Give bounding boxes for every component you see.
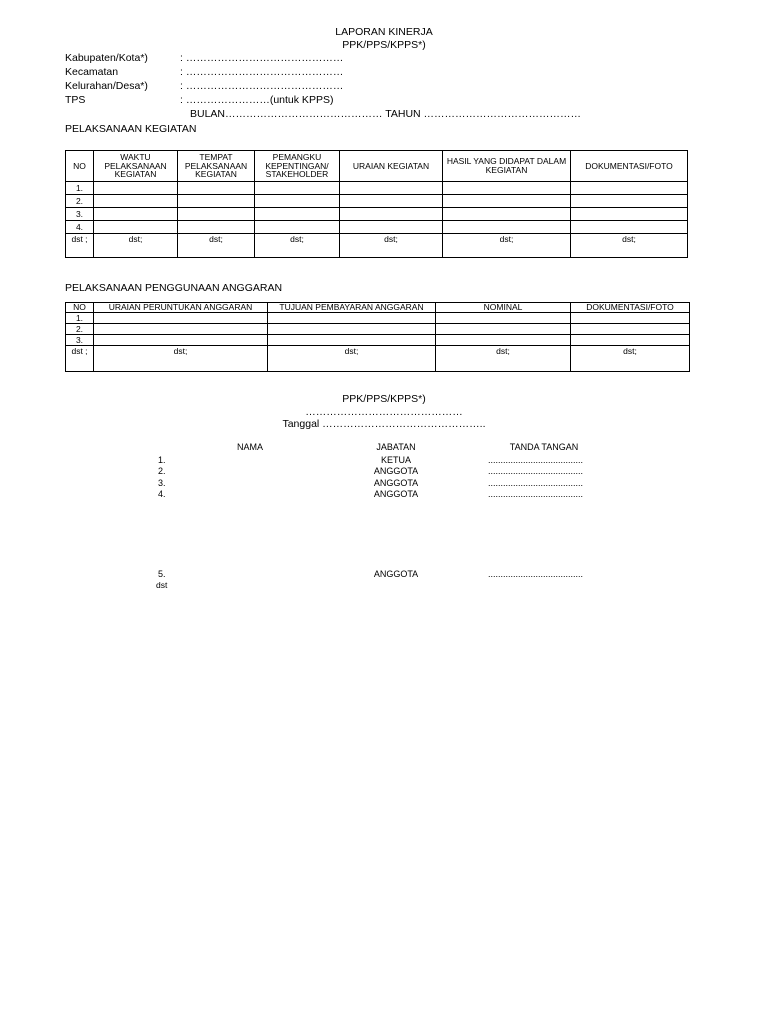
kegiatan-table xyxy=(65,150,688,258)
table-cell[interactable] xyxy=(268,335,436,346)
col-header-tempat: TEMPAT PELAKSANAAN KEGIATAN xyxy=(178,151,255,182)
table-cell[interactable]: dst; xyxy=(436,346,571,372)
table-cell[interactable] xyxy=(443,195,571,208)
table-cell[interactable] xyxy=(571,313,690,324)
member-number: 1. xyxy=(158,455,166,465)
member-signature-line[interactable]: ...................................... xyxy=(488,466,584,476)
member-signature-line[interactable]: ...................................... xyxy=(488,478,584,488)
table-cell[interactable] xyxy=(571,324,690,335)
table-cell[interactable] xyxy=(178,195,255,208)
table-cell[interactable] xyxy=(340,221,443,234)
member-number: 5. xyxy=(158,569,166,579)
table-row xyxy=(66,335,690,346)
table-cell[interactable]: dst; xyxy=(178,234,255,258)
table-cell[interactable]: dst; xyxy=(94,346,268,372)
col-header-nominal: NOMINAL xyxy=(436,303,571,313)
col-header-uraian-peruntukan: URAIAN PERUNTUKAN ANGGARAN xyxy=(94,303,268,313)
col-header-dokumentasi: DOKUMENTASI/FOTO xyxy=(571,151,688,182)
table-cell[interactable] xyxy=(436,324,571,335)
table-cell[interactable] xyxy=(443,221,571,234)
table-cell[interactable] xyxy=(340,182,443,195)
table-cell[interactable] xyxy=(255,182,340,195)
table-cell[interactable] xyxy=(571,208,688,221)
col-header-jabatan: JABATAN xyxy=(376,442,416,452)
field-value-tps[interactable]: : ……………………(untuk KPPS) xyxy=(180,94,334,106)
member-number: 3. xyxy=(158,478,166,488)
col-header-uraian: URAIAN KEGIATAN xyxy=(340,151,443,182)
table-cell[interactable]: dst; xyxy=(571,346,690,372)
member-signature-line[interactable]: ...................................... xyxy=(488,455,584,465)
table-cell[interactable] xyxy=(268,324,436,335)
table-cell[interactable] xyxy=(94,313,268,324)
table-cell[interactable] xyxy=(255,221,340,234)
section-title-kegiatan: PELAKSANAAN KEGIATAN xyxy=(65,123,197,135)
table-cell[interactable] xyxy=(268,313,436,324)
field-label-tps: TPS xyxy=(65,94,86,106)
table-cell[interactable]: dst; xyxy=(340,234,443,258)
table-cell[interactable] xyxy=(340,195,443,208)
member-dst: dst xyxy=(156,580,168,590)
member-jabatan: ANGGOTA xyxy=(373,478,419,488)
row-number: 2. xyxy=(66,195,94,208)
table-cell[interactable]: dst; xyxy=(94,234,178,258)
col-header-hasil: HASIL YANG DIDAPAT DALAM KEGIATAN xyxy=(443,151,571,182)
member-signature-line[interactable]: ...................................... xyxy=(488,569,584,579)
signature-date[interactable]: Tanggal ……………………………………….. xyxy=(282,418,486,430)
col-header-no: NO xyxy=(66,303,94,313)
table-cell[interactable] xyxy=(178,208,255,221)
table-cell[interactable] xyxy=(255,195,340,208)
col-header-tanda-tangan: TANDA TANGAN xyxy=(509,442,579,452)
table-cell[interactable] xyxy=(436,335,571,346)
table-row xyxy=(66,324,690,335)
row-number: 3. xyxy=(66,335,94,346)
table-cell[interactable] xyxy=(94,208,178,221)
table-cell[interactable] xyxy=(178,182,255,195)
col-header-dokumentasi: DOKUMENTASI/FOTO xyxy=(571,303,690,313)
row-number: 3. xyxy=(66,208,94,221)
table-cell[interactable] xyxy=(340,208,443,221)
member-jabatan: ANGGOTA xyxy=(373,466,419,476)
table-row-dst xyxy=(66,346,690,372)
table-row xyxy=(66,195,688,208)
table-cell[interactable] xyxy=(571,182,688,195)
field-label-kelurahan: Kelurahan/Desa*) xyxy=(65,80,148,92)
row-number: dst ; xyxy=(66,346,94,372)
row-number: 1. xyxy=(66,313,94,324)
field-label-kecamatan: Kecamatan xyxy=(65,66,119,78)
member-jabatan: KETUA xyxy=(380,455,411,465)
table-row-dst xyxy=(66,234,688,258)
field-value-kecamatan[interactable]: : ……………………………………… xyxy=(180,66,344,78)
table-cell[interactable]: dst; xyxy=(571,234,688,258)
row-number: 1. xyxy=(66,182,94,195)
table-cell[interactable] xyxy=(94,221,178,234)
field-value-kabupaten[interactable]: : ……………………………………… xyxy=(180,52,344,64)
table-cell[interactable] xyxy=(94,182,178,195)
member-signature-line[interactable]: ...................................... xyxy=(488,489,584,499)
member-number: 2. xyxy=(158,466,166,476)
field-label-kabupaten: Kabupaten/Kota*) xyxy=(65,52,148,64)
table-row xyxy=(66,221,688,234)
col-header-no: NO xyxy=(66,151,94,182)
col-header-nama: NAMA xyxy=(236,442,263,452)
table-cell[interactable] xyxy=(255,208,340,221)
field-value-kelurahan[interactable]: : ……………………………………… xyxy=(180,80,344,92)
member-jabatan: ANGGOTA xyxy=(373,569,419,579)
table-cell[interactable] xyxy=(571,195,688,208)
table-cell[interactable] xyxy=(571,221,688,234)
table-cell[interactable] xyxy=(443,208,571,221)
table-cell[interactable] xyxy=(178,221,255,234)
report-title: LAPORAN KINERJA xyxy=(335,26,433,38)
table-cell[interactable] xyxy=(94,195,178,208)
row-number: dst ; xyxy=(66,234,94,258)
table-header-row xyxy=(66,303,690,313)
row-number: 2. xyxy=(66,324,94,335)
table-row xyxy=(66,208,688,221)
member-number: 4. xyxy=(158,489,166,499)
anggaran-table xyxy=(65,302,690,372)
bulan-tahun-line[interactable]: BULAN……………………………………… TAHUN ……………………………………… xyxy=(190,108,582,120)
col-header-pemangku: PEMANGKU KEPENTINGAN/ STAKEHOLDER xyxy=(255,151,340,182)
section-title-anggaran: PELAKSANAAN PENGGUNAAN ANGGARAN xyxy=(65,282,283,294)
table-cell[interactable] xyxy=(571,335,690,346)
signature-place[interactable]: ……………………………………… xyxy=(305,406,463,418)
table-cell[interactable] xyxy=(94,324,268,335)
table-cell[interactable]: dst; xyxy=(268,346,436,372)
table-cell[interactable] xyxy=(443,182,571,195)
table-cell[interactable] xyxy=(94,335,268,346)
signature-org: PPK/PPS/KPPS*) xyxy=(342,393,426,405)
table-cell[interactable]: dst; xyxy=(255,234,340,258)
table-cell[interactable] xyxy=(436,313,571,324)
member-jabatan: ANGGOTA xyxy=(373,489,419,499)
table-row xyxy=(66,313,690,324)
report-subtitle: PPK/PPS/KPPS*) xyxy=(342,39,426,51)
table-header-row xyxy=(66,151,688,182)
col-header-tujuan-pembayaran: TUJUAN PEMBAYARAN ANGGARAN xyxy=(268,303,436,313)
row-number: 4. xyxy=(66,221,94,234)
table-cell[interactable]: dst; xyxy=(443,234,571,258)
table-row xyxy=(66,182,688,195)
col-header-waktu: WAKTU PELAKSANAAN KEGIATAN xyxy=(94,151,178,182)
